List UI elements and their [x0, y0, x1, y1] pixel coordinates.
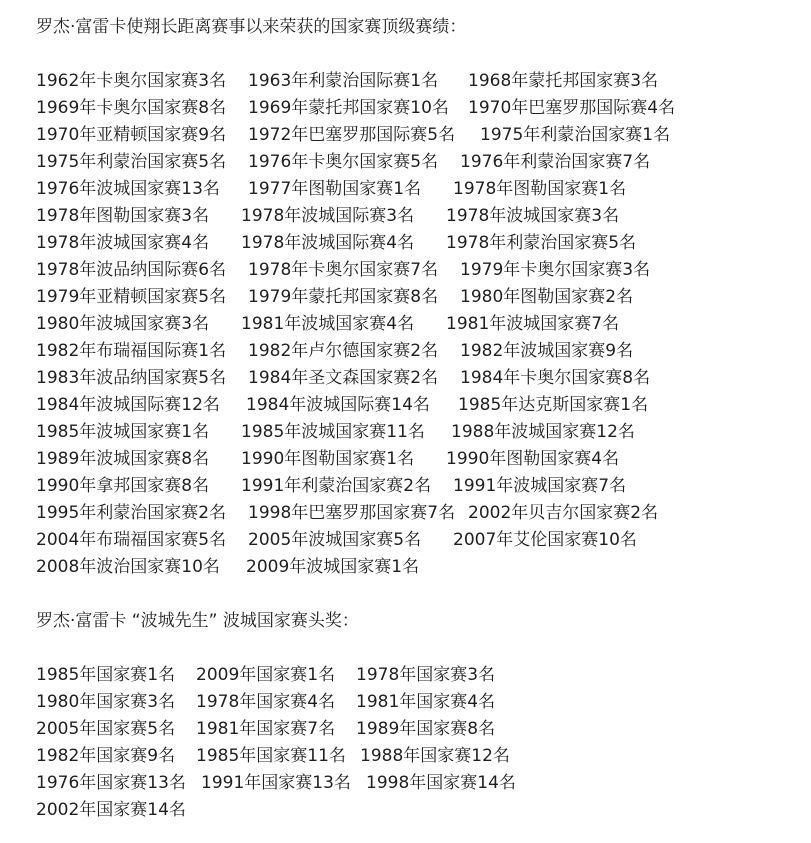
result-entry: 2008年波治国家赛10名 — [36, 557, 220, 577]
result-entry: 1998年国家赛14名 — [366, 773, 516, 793]
result-row — [36, 392, 796, 419]
result-entry: 1981年国家赛7名 — [196, 719, 336, 739]
result-entry: 1982年卢尔德国家赛2名 — [248, 341, 439, 361]
section1-results-list — [36, 68, 796, 581]
result-entry: 1977年图勒国家赛1名 — [248, 179, 422, 199]
result-entry: 1983年波品纳国家赛5名 — [36, 368, 227, 388]
result-entry: 1978年国家赛4名 — [196, 692, 336, 712]
result-entry: 1982年布瑞福国际赛1名 — [36, 341, 227, 361]
result-entry: 2005年国家赛5名 — [36, 719, 176, 739]
result-entry: 2007年艾伦国家赛10名 — [453, 530, 637, 550]
result-row — [36, 527, 796, 554]
result-entry: 1990年图勒国家赛4名 — [446, 449, 620, 469]
result-row — [36, 176, 796, 203]
result-row — [36, 419, 796, 446]
spacer — [36, 41, 796, 68]
result-entry: 1995年利蒙治国家赛2名 — [36, 503, 227, 523]
result-entry: 1991年国家赛13名 — [201, 773, 351, 793]
result-entry: 2004年布瑞福国家赛5名 — [36, 530, 227, 550]
result-entry: 1984年圣文森国家赛2名 — [248, 368, 439, 388]
result-row — [36, 311, 796, 338]
spacer — [36, 635, 796, 662]
result-entry: 1991年波城国家赛7名 — [453, 476, 627, 496]
result-entry: 1988年波城国家赛12名 — [451, 422, 635, 442]
result-row — [36, 257, 796, 284]
result-entry: 1985年国家赛11名 — [196, 746, 346, 766]
result-entry: 1968年蒙托邦国家赛3名 — [468, 71, 659, 91]
result-entry: 1978年国家赛3名 — [356, 665, 496, 685]
result-row — [36, 716, 796, 743]
result-entry: 1975年利蒙治国家赛1名 — [480, 125, 671, 145]
result-row — [36, 149, 796, 176]
result-entry: 1969年卡奥尔国家赛8名 — [36, 98, 227, 118]
result-row — [36, 95, 796, 122]
result-entry: 1976年利蒙治国家赛7名 — [460, 152, 651, 172]
result-row — [36, 662, 796, 689]
result-entry: 2009年波城国家赛1名 — [246, 557, 420, 577]
result-entry: 1978年波城国际赛4名 — [241, 233, 415, 253]
result-entry: 1978年波城国家赛4名 — [36, 233, 210, 253]
result-entry: 1989年国家赛8名 — [356, 719, 496, 739]
result-entry: 1978年卡奥尔国家赛7名 — [248, 260, 439, 280]
result-row — [36, 770, 796, 797]
result-entry: 1998年巴塞罗那国家赛7名 — [248, 503, 456, 523]
result-entry: 1988年国家赛12名 — [360, 746, 510, 766]
result-entry: 1979年卡奥尔国家赛3名 — [460, 260, 651, 280]
result-entry: 1978年波城国际赛3名 — [241, 206, 415, 226]
result-entry: 1969年蒙托邦国家赛10名 — [248, 98, 449, 118]
result-row — [36, 203, 796, 230]
result-entry: 1980年国家赛3名 — [36, 692, 176, 712]
result-entry: 1991年利蒙治国家赛2名 — [241, 476, 432, 496]
result-row — [36, 230, 796, 257]
result-entry: 1990年图勒国家赛1名 — [241, 449, 415, 469]
result-entry: 1980年波城国家赛3名 — [36, 314, 210, 334]
result-entry: 1978年图勒国家赛1名 — [453, 179, 627, 199]
result-row — [36, 689, 796, 716]
result-row — [36, 797, 796, 824]
result-entry: 2002年贝吉尔国家赛2名 — [468, 503, 659, 523]
result-entry: 2005年波城国家赛5名 — [248, 530, 422, 550]
result-entry: 1980年图勒国家赛2名 — [460, 287, 634, 307]
result-entry: 1984年波城国际赛14名 — [246, 395, 430, 415]
result-entry: 1976年卡奥尔国家赛5名 — [248, 152, 439, 172]
result-row — [36, 338, 796, 365]
result-entry: 1975年利蒙治国家赛5名 — [36, 152, 227, 172]
result-entry: 1985年波城国家赛1名 — [36, 422, 210, 442]
result-row — [36, 473, 796, 500]
result-entry: 1978年波城国家赛3名 — [446, 206, 620, 226]
section2-title: 罗杰·富雷卡 “波城先生” 波城国家赛头奖： — [36, 611, 359, 631]
result-entry: 1984年卡奥尔国家赛8名 — [460, 368, 651, 388]
result-entry: 1972年巴塞罗那国际赛5名 — [248, 125, 456, 145]
result-entry: 1982年国家赛9名 — [36, 746, 176, 766]
result-row — [36, 743, 796, 770]
result-entry: 1985年波城国家赛11名 — [241, 422, 425, 442]
result-row — [36, 500, 796, 527]
document-body — [36, 14, 796, 824]
result-entry: 1981年国家赛4名 — [356, 692, 496, 712]
result-entry: 2002年国家赛14名 — [36, 800, 186, 820]
result-entry: 1970年亚精顿国家赛9名 — [36, 125, 227, 145]
result-row — [36, 284, 796, 311]
result-entry: 1978年图勒国家赛3名 — [36, 206, 210, 226]
result-entry: 1981年波城国家赛4名 — [241, 314, 415, 334]
result-entry: 1970年巴塞罗那国际赛4名 — [468, 98, 676, 118]
result-row — [36, 68, 796, 95]
section2-results-list — [36, 662, 796, 824]
result-entry: 1979年亚精顿国家赛5名 — [36, 287, 227, 307]
result-entry: 1978年利蒙治国家赛5名 — [446, 233, 637, 253]
result-entry: 1962年卡奥尔国家赛3名 — [36, 71, 227, 91]
result-row — [36, 122, 796, 149]
result-entry: 1981年波城国家赛7名 — [446, 314, 620, 334]
result-row — [36, 446, 796, 473]
result-entry: 1963年利蒙治国际赛1名 — [248, 71, 439, 91]
result-row — [36, 554, 796, 581]
result-entry: 1989年波城国家赛8名 — [36, 449, 210, 469]
result-entry: 2009年国家赛1名 — [196, 665, 336, 685]
section1-title: 罗杰·富雷卡使翔长距离赛事以来荣获的国家赛顶级赛绩： — [36, 17, 467, 37]
result-entry: 1982年波城国家赛9名 — [460, 341, 634, 361]
result-entry: 1979年蒙托邦国家赛8名 — [248, 287, 439, 307]
result-entry: 1990年拿邦国家赛8名 — [36, 476, 210, 496]
result-entry: 1984年波城国际赛12名 — [36, 395, 220, 415]
result-entry: 1976年波城国家赛13名 — [36, 179, 220, 199]
result-entry: 1985年国家赛1名 — [36, 665, 176, 685]
result-entry: 1976年国家赛13名 — [36, 773, 186, 793]
result-row — [36, 365, 796, 392]
spacer — [36, 581, 796, 608]
result-entry: 1985年达克斯国家赛1名 — [458, 395, 649, 415]
result-entry: 1978年波品纳国际赛6名 — [36, 260, 227, 280]
